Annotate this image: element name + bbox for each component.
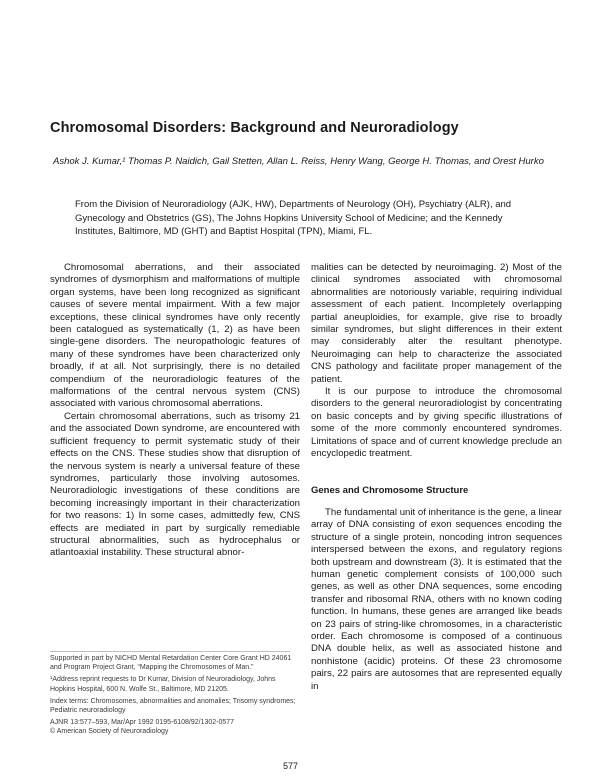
genes-paragraph: The fundamental unit of inheritance is the gene, a linear array of DNA consisting of exon sequences encoding the structure of a single protein, noncoding intron sequences interspersed between the exons, and regulatory regions both upstream and downstream (3). It is estimated that the human genetic complement consists of 100,000 such genes, as well as other DNA sequences, some encoding transfer and ribosomal RNA, others with no known coding function. In humans, these genes are arranged like beads on 23 pairs of string-like chromosomes, in a characteristic order. Each chromosome is composed of a continuous DNA double helix, as well as associated histone and nonhistone (acidic) proteins. Of these 23 chromosome pairs, 22 pairs are autosomes that are represented equally in [311,506,562,692]
purpose-paragraph: It is our purpose to introduce the chromosomal disorders to the general neuroradiologist by concentrating on basic concepts and by giving specific illustrations of some of the more commonly encountered syndromes. Limitations of space and of current knowledge preclude an encyclopedic treatment. [311,386,562,460]
section-heading: Genes and Chromosome Structure [311,484,469,496]
left-column [50,262,300,560]
footnote-divider [50,651,290,652]
footnote-index-terms: Index terms: Chromosomes, abnormalities and anomalies; Trisomy syndromes; Pediatric neuroradiology [50,697,296,715]
intro-paragraph-1: Chromosomal aberrations, and their associated syndromes of dysmorphism and malformations of multiple organ systems, have been long recognized as significant causes of severe mental impairment. With a few major exceptions, these clinical syndromes have only recently been catalogued as systematically (1, 2) as have been single-gene disorders. The neuropathologic features of many of these syndromes have been characterized only broadly, if at all. Not surprisingly, there is no detailed compendium of the neuroradiologic features of the malformations of the central nervous system (CNS) associated with various chromosomal aberrations. [50,262,300,410]
page-number: 577 [283,761,299,771]
right-column [311,262,562,693]
footnote-copyright: © American Society of Neuroradiology [50,728,169,736]
author-list: Ashok J. Kumar,¹ Thomas P. Naidich, Gail Stetten, Allan L. Reiss, Henry Wang, George H. Thomas, and Orest Hurko [53,156,544,167]
footnote-support: Supported in part by NICHD Mental Retardation Center Core Grant HD 24061 and Program Project Grant, “Mapping the Chromosomes of Man.” [50,655,292,672]
intro-paragraph-2: Certain chromosomal aberrations, such as trisomy 21 and the associated Down syndrome, are encountered with sufficient frequency to permit systematic study of their effects on the CNS. These studies show that disruption of the nervous system is nearly a universal feature of these syndromes, particularly those involving autosomes. Neuroradiologic investigations of these conditions are becoming increasingly important in their characterization for two reasons: 1) In some cases, admittedly few, CNS effects are mediated in part by surgically remediable structural abnormalities, such as hydrocephalus or atlantoaxial instability. These structural abnor- [50,410,300,559]
continued-paragraph: malities can be detected by neuroimaging. 2) Most of the clinical syndromes associated with chromosomal abnormalities are notoriously variable, requiring individual assessment of each patient. Incompletely overlapping partial aneuploidies, for example, give rise to broadly similar syndromes, but slight differences in their extent may considerably alter the resultant phenotype. Neuroimaging can help to characterize the associated CNS pathology and facilitate proper management of the patient. [311,262,562,385]
footnotes [50,654,300,740]
affiliation-text: From the Division of Neuroradiology (AJK, HW), Departments of Neurology (OH), Psychiatry (ALR), and Gynecology and Obstetrics (GS), The Johns Hopkins University School of Medicine; and the Kennedy Institutes, Baltimore, MD (GHT) and Baptist Hospital (TPN), Miami, FL. [75,199,512,237]
footnote-address: ¹Address reprint requests to Dr Kumar, Division of Neuroradiology, Johns Hopkins Hospital, 600 N. Wolfe St., Baltimore, MD 21205. [50,676,276,693]
footnote-citation: AJNR 13:577–593, Mar/Apr 1992 0195-6108/92/1302-0577 [50,719,235,727]
article-title: Chromosomal Disorders: Background and Neuroradiology [50,120,459,136]
